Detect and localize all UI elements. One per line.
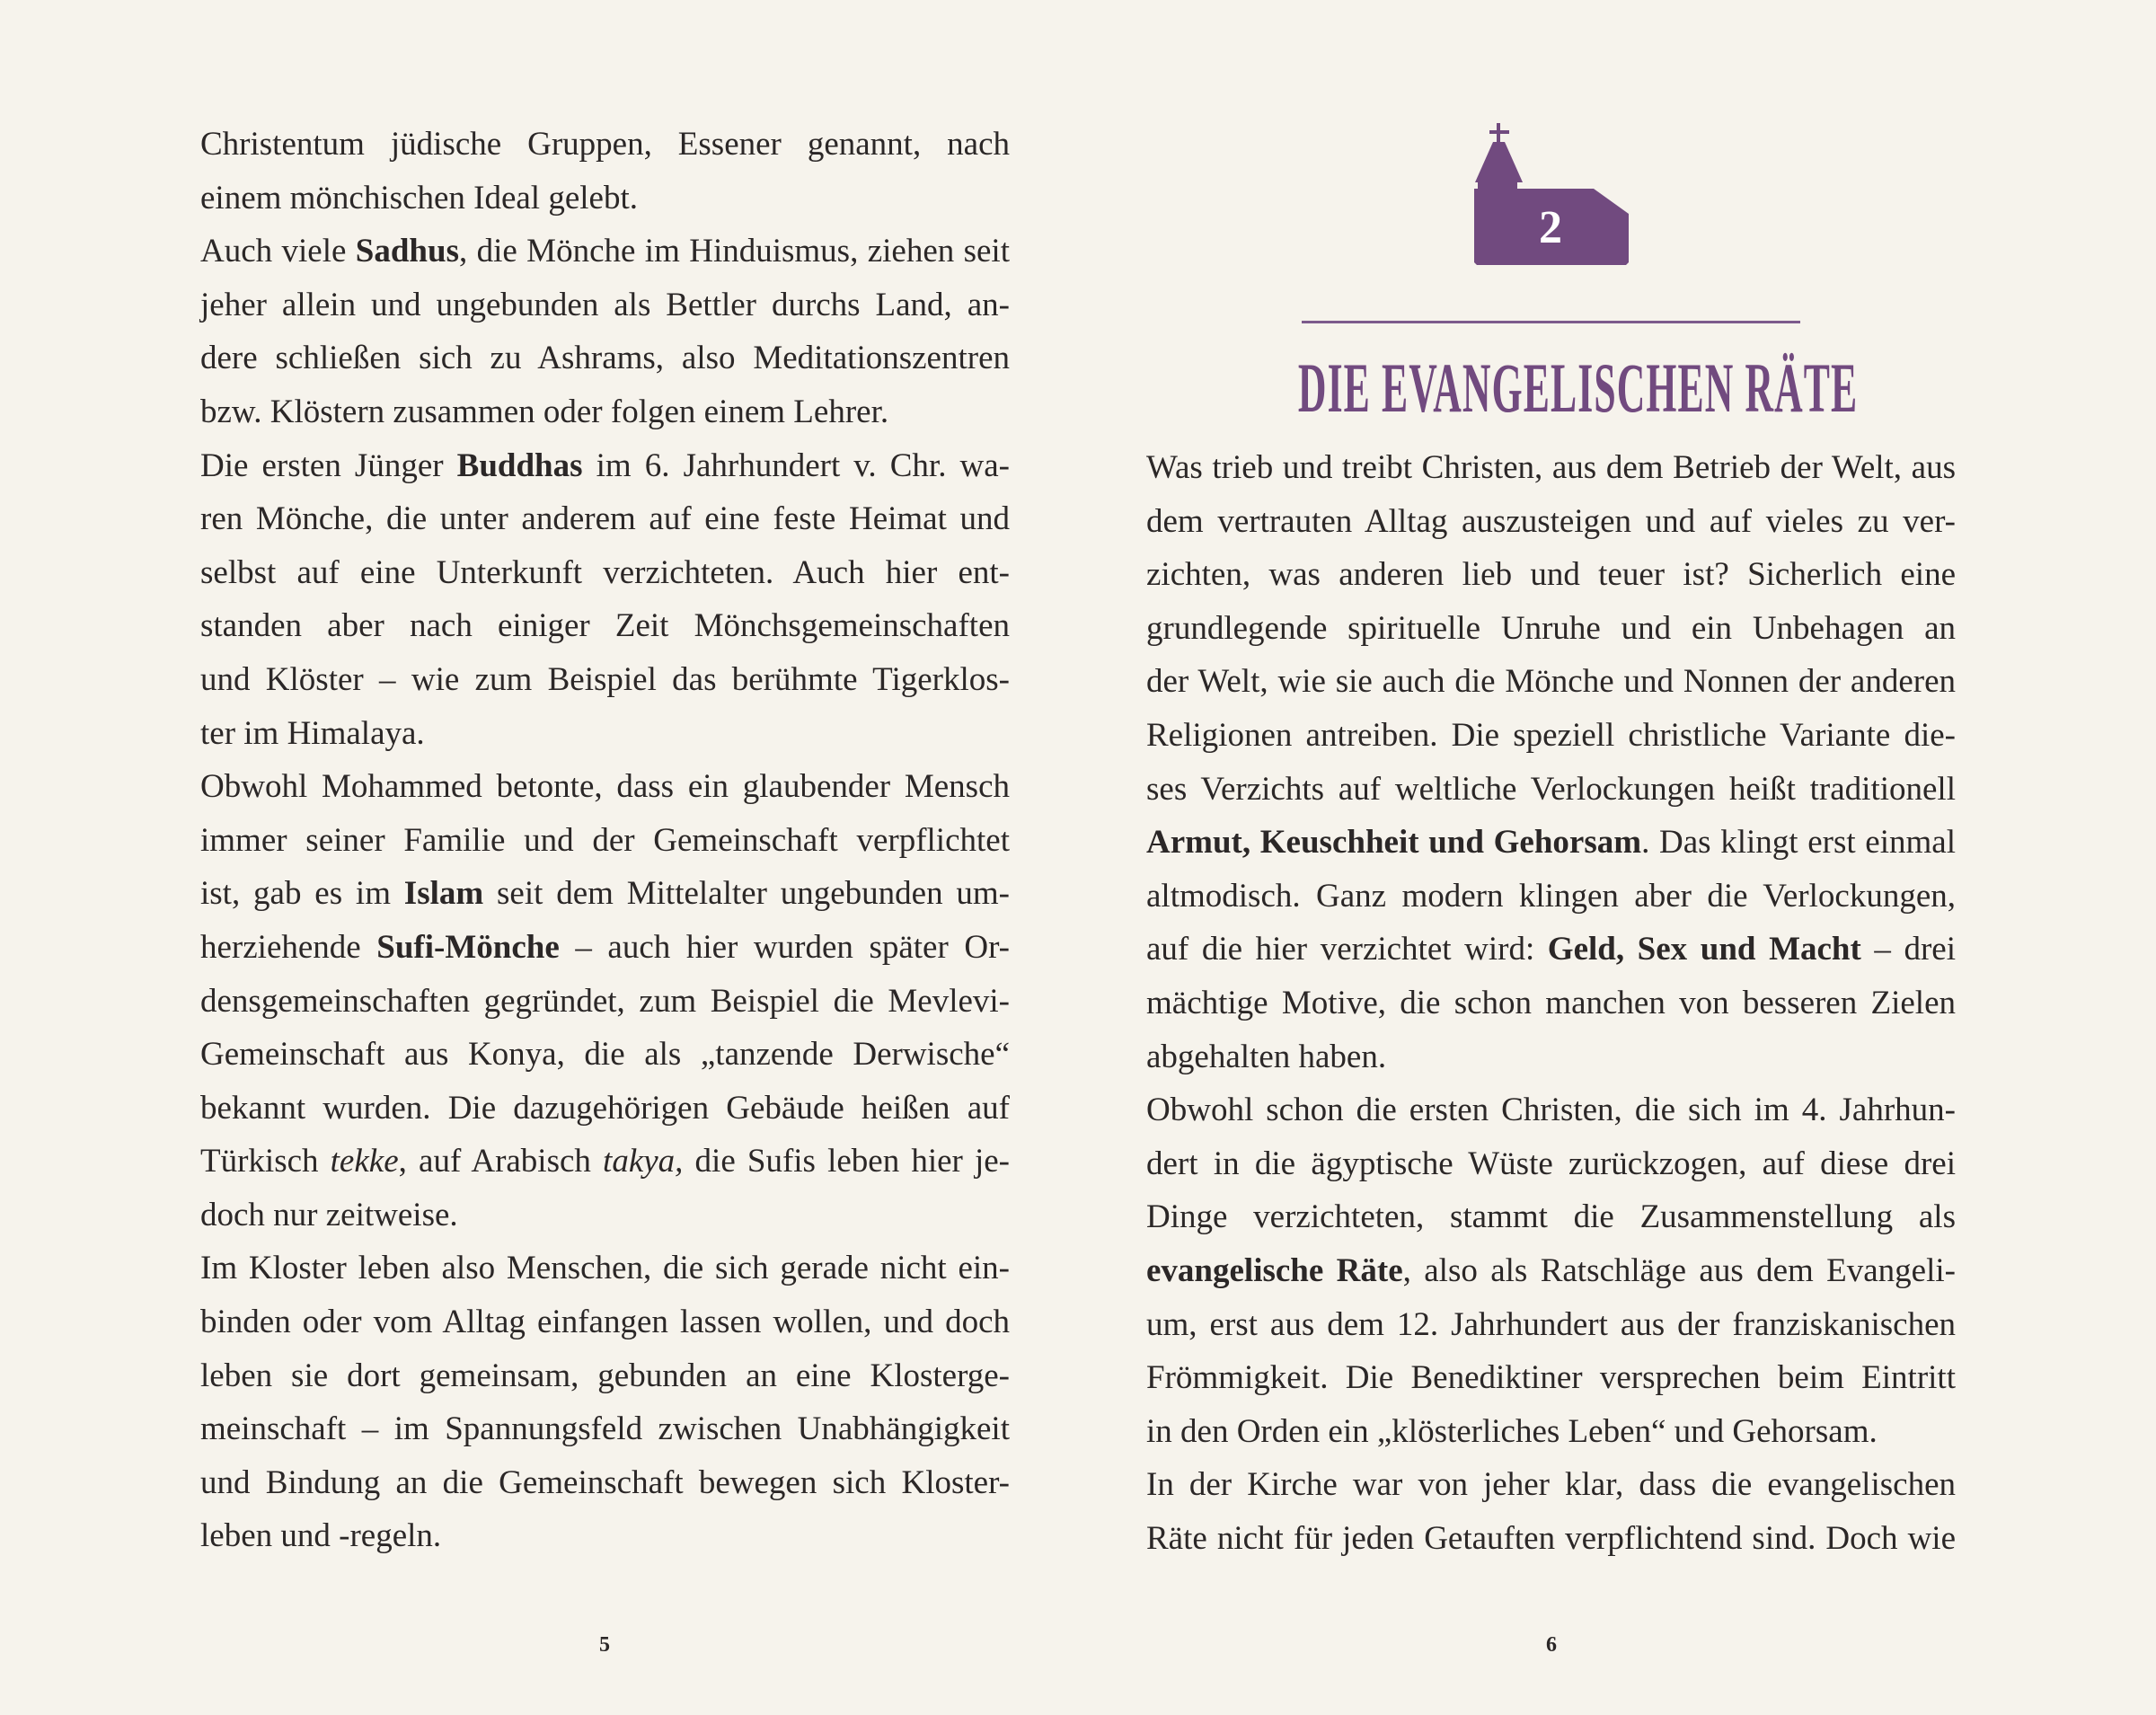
text-run: dem vertrauten Alltag auszusteigen und auf vieles zu ver- (1146, 502, 1956, 540)
text-line (200, 1082, 1010, 1136)
text-line (200, 1242, 1010, 1295)
text-run: leben sie dort gemeinsam, gebunden an eine Klosterge- (200, 1357, 1010, 1394)
text-run: altmodisch. Ganz modern klingen aber die Verlockungen, (1146, 877, 1956, 915)
text-run: Christentum jüdische Gruppen, Essener genannt, nach (200, 126, 1010, 163)
text-run: Frömmigkeit. Die Benediktiner versprechen beim Eintritt (1146, 1359, 1956, 1397)
text-line (1146, 923, 1956, 977)
text-line (1146, 441, 1956, 495)
text-line (200, 1135, 1010, 1189)
text-run: immer seiner Familie und der Gemeinschaft verpflichtet (200, 821, 1010, 859)
text-run: , die Mönche im Hinduismus, ziehen seit (459, 233, 1010, 270)
text-line (200, 1402, 1010, 1456)
text-line (1146, 1137, 1956, 1191)
text-run: jeher allein und ungebunden als Bettler durchs Land, an- (200, 286, 1010, 323)
text-run: grundlegende spirituelle Unruhe und ein Unbehagen an (1146, 609, 1956, 647)
text-run: Die ersten Jünger (200, 446, 457, 484)
bold-term: evangelische Räte (1146, 1251, 1403, 1289)
text-line (1146, 602, 1956, 656)
text-line (1146, 1458, 1956, 1512)
text-run: Im Kloster leben also Menschen, die sich gerade nicht ein- (200, 1250, 1010, 1287)
text-run: Religionen antreiben. Die speziell christliche Variante die- (1146, 716, 1956, 754)
text-run: dert in die ägyptische Wüste zurückzogen, auf diese drei (1146, 1145, 1956, 1182)
text-run: im 6. Jahrhundert v. Chr. wa- (582, 446, 1010, 484)
text-run: Türkisch (200, 1143, 331, 1180)
italic-term: tekke (330, 1143, 399, 1180)
text-run: bekannt wurden. Die dazugehörigen Gebäude heißen auf (200, 1089, 1010, 1127)
text-line (1146, 1030, 1956, 1084)
text-line (200, 439, 1010, 493)
text-line (200, 546, 1010, 600)
text-line (200, 172, 1010, 225)
text-run: abgehalten haben. (1146, 1038, 1387, 1075)
text-line (200, 225, 1010, 278)
page-number-left: 5 (599, 1633, 610, 1657)
text-run: ren Mönche, die unter anderem auf eine feste Heimat und (200, 500, 1010, 538)
text-run: und Bindung an die Gemeinschaft bewegen sich Kloster- (200, 1463, 1010, 1501)
right-page-text (1146, 441, 1956, 1565)
text-run: bzw. Klöstern zusammen oder folgen einem Lehrer. (200, 393, 889, 430)
bold-term: Islam (403, 875, 484, 913)
text-line (200, 385, 1010, 439)
text-line (1146, 977, 1956, 1030)
text-line (1146, 1298, 1956, 1352)
text-run: , also als Ratschläge aus dem Evangeli- (1402, 1251, 1956, 1289)
text-line (200, 814, 1010, 868)
text-run: der Welt, wie sie auch die Mönche und Nonnen der anderen (1146, 663, 1956, 701)
text-run: Dinge verzichteten, stammt die Zusammenstellung als (1146, 1198, 1956, 1236)
text-line (200, 867, 1010, 921)
text-run: ist, gab es im (200, 875, 404, 913)
bold-term: Sadhus (355, 233, 459, 270)
text-line (200, 118, 1010, 172)
text-run: dere schließen sich zu Ashrams, also Meditationszentren (200, 340, 1010, 377)
text-run: , auf Arabisch (398, 1143, 604, 1180)
text-run: Obwohl schon die ersten Christen, die sich im 4. Jahrhun- (1146, 1092, 1956, 1129)
chapter-number: 2 (1539, 202, 1562, 253)
text-run: – drei (1860, 931, 1956, 968)
text-run: . Das klingt erst einmal (1641, 824, 1956, 862)
text-run: Obwohl Mohammed betonte, dass ein glaubender Mensch (200, 768, 1010, 806)
text-line (1146, 1190, 1956, 1244)
text-line (200, 599, 1010, 653)
text-run: Auch viele (200, 233, 356, 270)
left-page-text (200, 118, 1010, 1563)
text-line (1146, 1351, 1956, 1405)
text-line (1146, 1083, 1956, 1137)
bold-term: Geld, Sex und Macht (1547, 931, 1861, 968)
text-line (200, 1295, 1010, 1349)
text-run: mächtige Motive, die schon manchen von besseren Zielen (1146, 984, 1956, 1021)
text-run: binden oder vom Alltag einfangen lassen wollen, und doch (200, 1304, 1010, 1341)
text-run: doch nur zeitweise. (200, 1196, 458, 1233)
text-line (200, 332, 1010, 385)
text-line (1146, 655, 1956, 709)
text-run: die Sufis leben hier je- (683, 1143, 1010, 1180)
text-line (1146, 548, 1956, 602)
text-line (200, 653, 1010, 707)
text-line (200, 921, 1010, 975)
text-line (1146, 709, 1956, 763)
text-line (200, 278, 1010, 332)
text-run: densgemeinschaften gegründet, zum Beispiel die Mevlevi- (200, 982, 1010, 1020)
text-run: auf die hier verzichtet wird: (1146, 931, 1548, 968)
bold-term: Armut, Keuschheit und Gehorsam (1146, 824, 1642, 862)
text-run: Was trieb und treibt Christen, aus dem Betrieb der Welt, aus (1146, 449, 1956, 486)
text-run: Räte nicht für jeden Getauften verpflichtend sind. Doch wie (1146, 1519, 1956, 1557)
church-icon (1464, 117, 1644, 274)
text-run: leben und -regeln. (200, 1517, 442, 1555)
bold-term: Sufi-Mönche (376, 928, 560, 966)
text-line (1146, 870, 1956, 924)
text-line (1146, 495, 1956, 549)
text-run: meinschaft – im Spannungsfeld zwischen Unabhängigkeit (200, 1410, 1010, 1448)
text-line (200, 975, 1010, 1029)
text-run: herziehende (200, 928, 377, 966)
text-run: und Klöster – wie zum Beispiel das berühmte Tigerklos- (200, 660, 1010, 698)
text-run: – auch hier wurden später Or- (559, 928, 1010, 966)
text-run: einem mönchischen Ideal gelebt. (200, 179, 638, 217)
text-line (200, 707, 1010, 761)
chapter-title-text: DIE EVANGELISCHEN RÄTE (1297, 349, 1859, 427)
text-run: in den Orden ein „klösterliches Leben“ und Gehorsam. (1146, 1412, 1878, 1450)
text-line (200, 1456, 1010, 1510)
chapter-title (1078, 349, 2027, 427)
text-run: In der Kirche war von jeher klar, dass die evangelischen (1146, 1466, 1956, 1504)
text-run: ses Verzichts auf weltliche Verlockungen heißt traditionell (1146, 770, 1956, 808)
italic-term: takya, (603, 1143, 684, 1180)
text-run: zichten, was anderen lieb und teuer ist? Sicherlich eine (1146, 556, 1956, 594)
text-run: standen aber nach einiger Zeit Mönchsgemeinschaften (200, 607, 1010, 645)
text-line (1146, 763, 1956, 817)
text-run: Gemeinschaft aus Konya, die als „tanzende Derwische“ (200, 1036, 1010, 1074)
text-run: um, erst aus dem 12. Jahrhundert aus der franziskanischen (1146, 1305, 1956, 1343)
title-divider (1302, 321, 1800, 323)
bold-term: Buddhas (456, 446, 583, 484)
text-run: selbst auf eine Unterkunft verzichteten. Auch hier ent- (200, 553, 1010, 591)
text-line (200, 1189, 1010, 1242)
text-line (200, 1509, 1010, 1563)
text-line (200, 1349, 1010, 1403)
text-line (200, 760, 1010, 814)
text-line (200, 492, 1010, 546)
text-line (200, 1028, 1010, 1082)
text-run: seit dem Mittelalter ungebunden um- (483, 875, 1010, 913)
text-line (1146, 1405, 1956, 1459)
text-line (1146, 816, 1956, 870)
page-number-right: 6 (1546, 1633, 1557, 1657)
text-run: ter im Himalaya. (200, 714, 425, 752)
text-line (1146, 1512, 1956, 1566)
text-line (1146, 1244, 1956, 1298)
